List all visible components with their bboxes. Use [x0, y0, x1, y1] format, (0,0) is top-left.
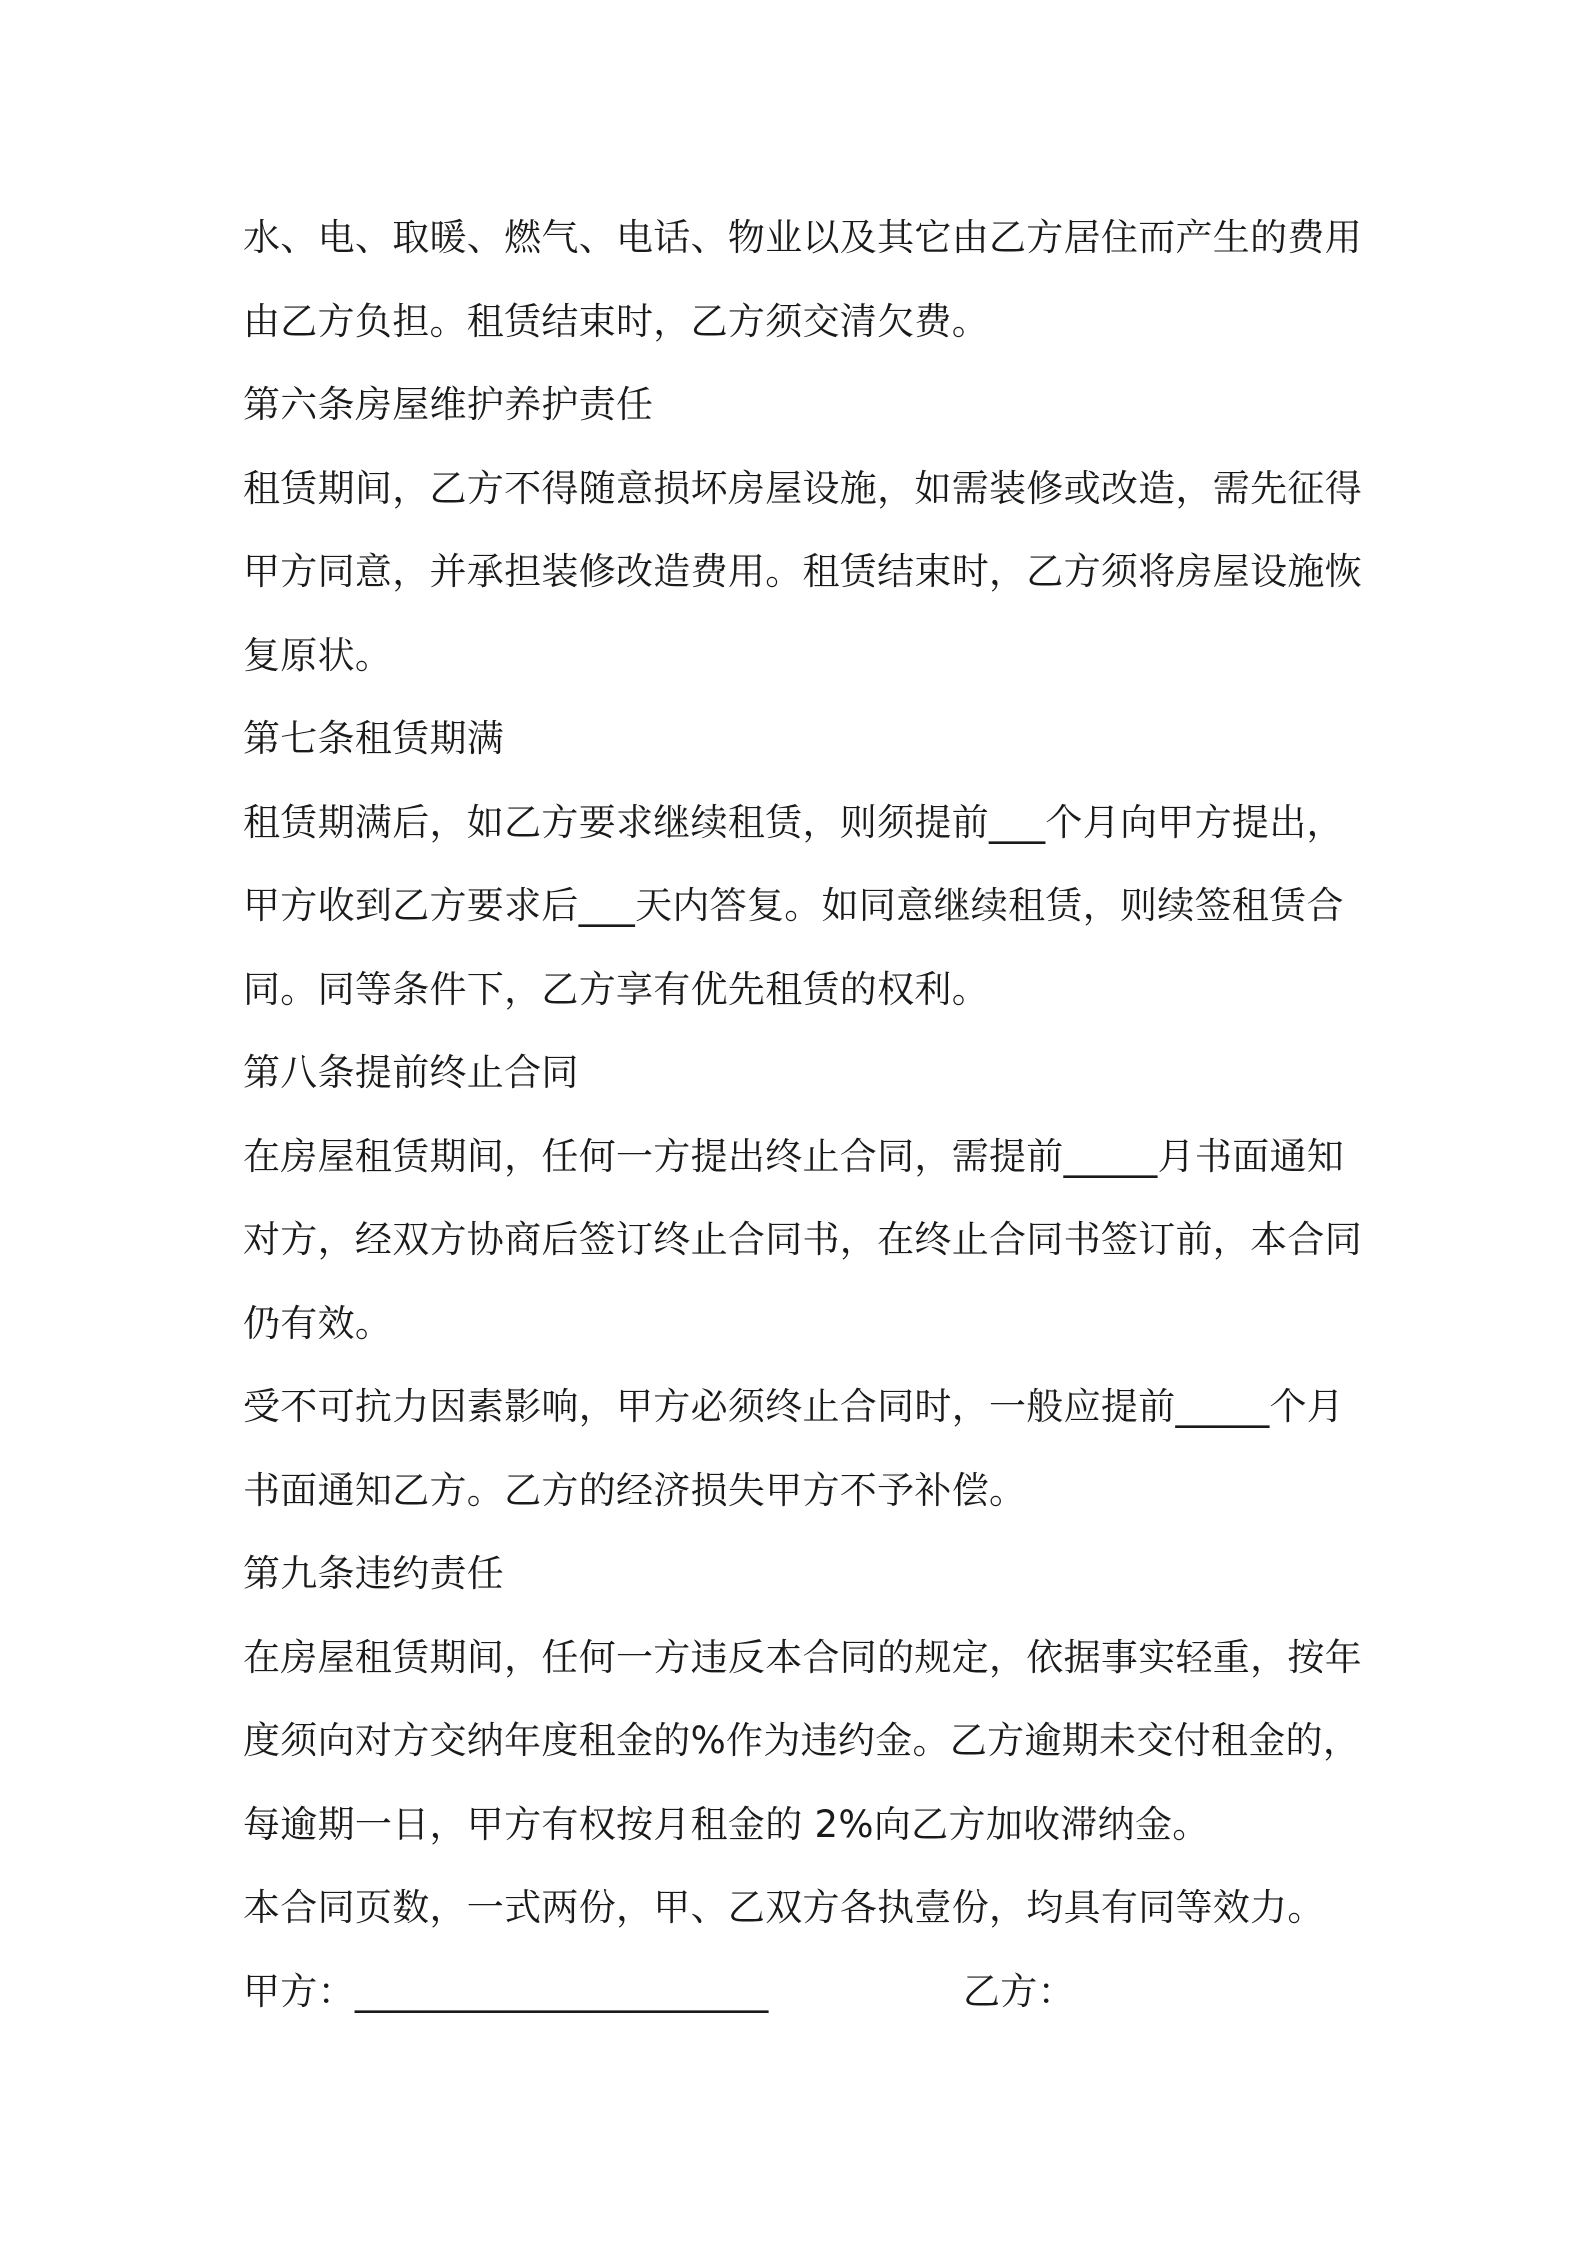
party-a-signature-field: 甲方：______________________: [243, 1969, 769, 2013]
paragraph-line: 由乙方负担。租赁结束时，乙方须交清欠费。: [243, 299, 989, 343]
paragraph-line: 每逾期一日，甲方有权按月租金的 2%向乙方加收滞纳金。: [243, 1802, 1210, 1846]
party-b-signature-field: 乙方：: [963, 1969, 1075, 2013]
paragraph-line: 同。同等条件下，乙方享有优先租赁的权利。: [243, 967, 989, 1011]
paragraph-line: 书面通知乙方。乙方的经济损失甲方不予补偿。: [243, 1468, 1027, 1512]
paragraph-line: 甲方同意，并承担装修改造费用。租赁结束时，乙方须将房屋设施恢: [243, 550, 1362, 593]
paragraph-line: 水、电、取暖、燃气、电话、物业以及其它由乙方居住而产生的费用: [243, 216, 1362, 259]
paragraph-line: 在房屋租赁期间，任何一方提出终止合同，需提前_____月书面通知: [243, 1134, 1345, 1178]
paragraph-line: 度须向对方交纳年度租金的%作为违约金。乙方逾期未交付租金的，: [243, 1719, 1361, 1762]
paragraph-line: 租赁期满后，如乙方要求继续租赁，则须提前___个月向甲方提出，: [243, 800, 1344, 844]
paragraph-line: 在房屋租赁期间，任何一方违反本合同的规定，依据事实轻重，按年: [243, 1635, 1362, 1679]
paragraph-line: 甲方收到乙方要求后___天内答复。如同意继续租赁，则续签租赁合: [243, 884, 1344, 927]
section-heading-article-9: 第九条违约责任: [243, 1552, 505, 1595]
section-heading-article-6: 第六条房屋维护养护责任: [243, 383, 654, 426]
document-body: [243, 196, 1363, 2033]
paragraph-line: 受不可抗力因素影响，甲方必须终止合同时，一般应提前_____个月: [243, 1385, 1345, 1428]
signature-row: [243, 1950, 1363, 2034]
section-heading-article-8: 第八条提前终止合同: [243, 1051, 579, 1094]
section-heading-article-7: 第七条租赁期满: [243, 717, 505, 760]
paragraph-line: 本合同页数，一式两份，甲、乙双方各执壹份，均具有同等效力。: [243, 1886, 1325, 1929]
paragraph-line: 仍有效。: [243, 1301, 393, 1345]
paragraph-line: 租赁期间，乙方不得随意损坏房屋设施，如需装修或改造，需先征得: [243, 466, 1362, 510]
paragraph-line: 复原状。: [243, 633, 393, 677]
paragraph-line: 对方，经双方协商后签订终止合同书，在终止合同书签订前，本合同: [243, 1218, 1362, 1261]
